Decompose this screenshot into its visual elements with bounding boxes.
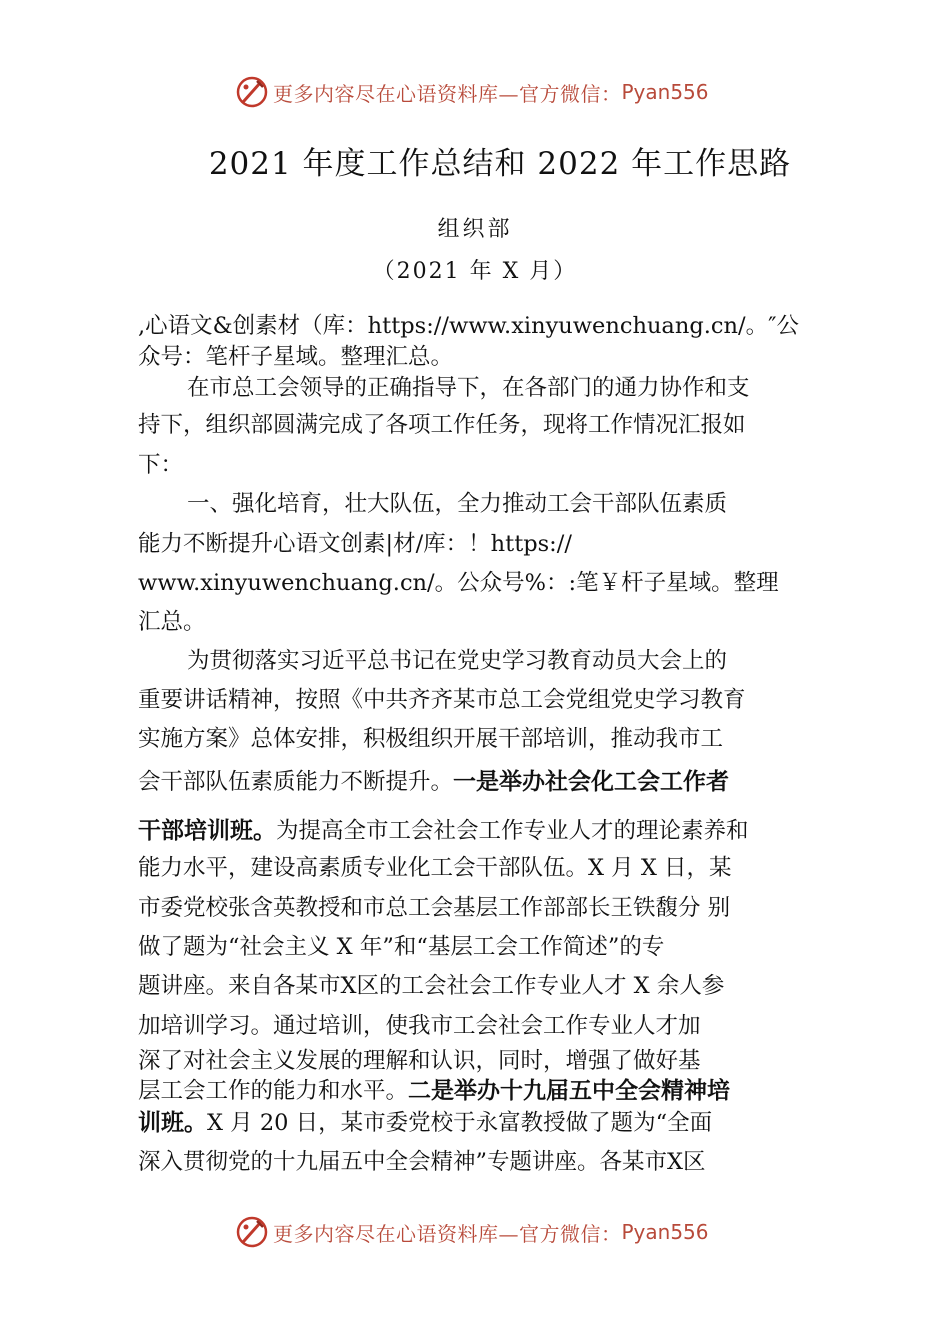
body-line [138,1108,712,1138]
body-line: 重要讲话精神，按照《中共齐齐某市总工会党组党史学习教育 [138,687,746,713]
document-title: 2021 年度工作总结和 2022 年工作思路 [208,146,792,182]
watermark-handle: Pyan556 [621,80,709,104]
watermark-handle: Pyan556 [621,1220,709,1244]
watermark-text: 更多内容尽在心语资料库—官方微信： [273,81,622,106]
body-line: 能力不断提升心语文创素|材/库：！https:// [138,531,572,557]
brand-logo-icon [235,1215,269,1249]
document-department: 组织部 [437,217,513,242]
body-line: 为贯彻落实习近平总书记在党史学习教育动员大会上的 [187,648,728,674]
body-line: 下： [138,452,184,478]
body-line: 能力水平，建设高素质专业化工会干部队伍。X 月 X 日，某 [138,855,732,881]
document-date: （2021 年 X 月） [372,259,578,284]
body-line: 实施方案》总体安排，积极组织开展干部培训，推动我市工 [138,726,724,752]
body-line: 深了对社会主义发展的理解和认识，同时，增强了做好基 [138,1048,701,1074]
body-line: 汇总。 [138,609,206,635]
section-heading-line: 一、强化培育，壮大队伍，全力推动工会干部队伍素质 [187,491,728,517]
bold-highlight: 训班。 [138,1110,207,1136]
bold-highlight: 二是举办十九届五中全会精神培 [408,1078,731,1104]
body-line: 在市总工会领导的正确指导下，在各部门的通力协作和支 [187,375,750,401]
header-watermark [235,72,755,112]
brand-logo-icon [235,75,269,109]
body-line: 持下，组织部圆满完成了各项工作任务，现将工作情况汇报如 [138,412,746,438]
bold-highlight: 干部培训班。 [138,818,276,844]
body-text: 为提高全市工会社会工作专业人才的理论素养和 [276,818,749,844]
bold-highlight: 一是举办社会化工会工作者 [453,769,730,795]
body-line [138,816,749,846]
body-line: 加培训学习。通过培训，使我市工会社会工作专业人才加 [138,1013,701,1039]
body-line: 深入贯彻党的十九届五中全会精神”专题讲座。各某市X区 [138,1149,706,1175]
footer-watermark [235,1212,755,1252]
body-line: www.xinyuwenchuang.cn/。公众号%：:笔￥杆子星域。整理 [138,570,779,596]
body-text: 层工会工作的能力和水平。 [138,1078,409,1104]
body-text: X 月 20 日，某市委党校于永富教授做了题为“全面 [207,1110,713,1136]
body-line: ,心语文&创素材（库：https://www.xinyuwenchuang.cn/。″公 [138,313,799,339]
watermark-text: 更多内容尽在心语资料库—官方微信： [273,1221,622,1246]
body-line [138,1076,730,1106]
body-text: 会干部队伍素质能力不断提升。 [138,769,454,795]
body-line: 众号：笔杆子星域。整理汇总。 [138,344,454,370]
body-line: 市委党校张含英教授和市总工会基层工作部部长王铁馥分 别 [138,895,731,921]
body-line: 做了题为“社会主义 X 年”和“基层工会工作简述”的专 [138,934,665,960]
body-line [138,767,729,797]
body-line: 题讲座。来自各某市X区的工会社会工作专业人才 X 余人参 [138,973,725,999]
